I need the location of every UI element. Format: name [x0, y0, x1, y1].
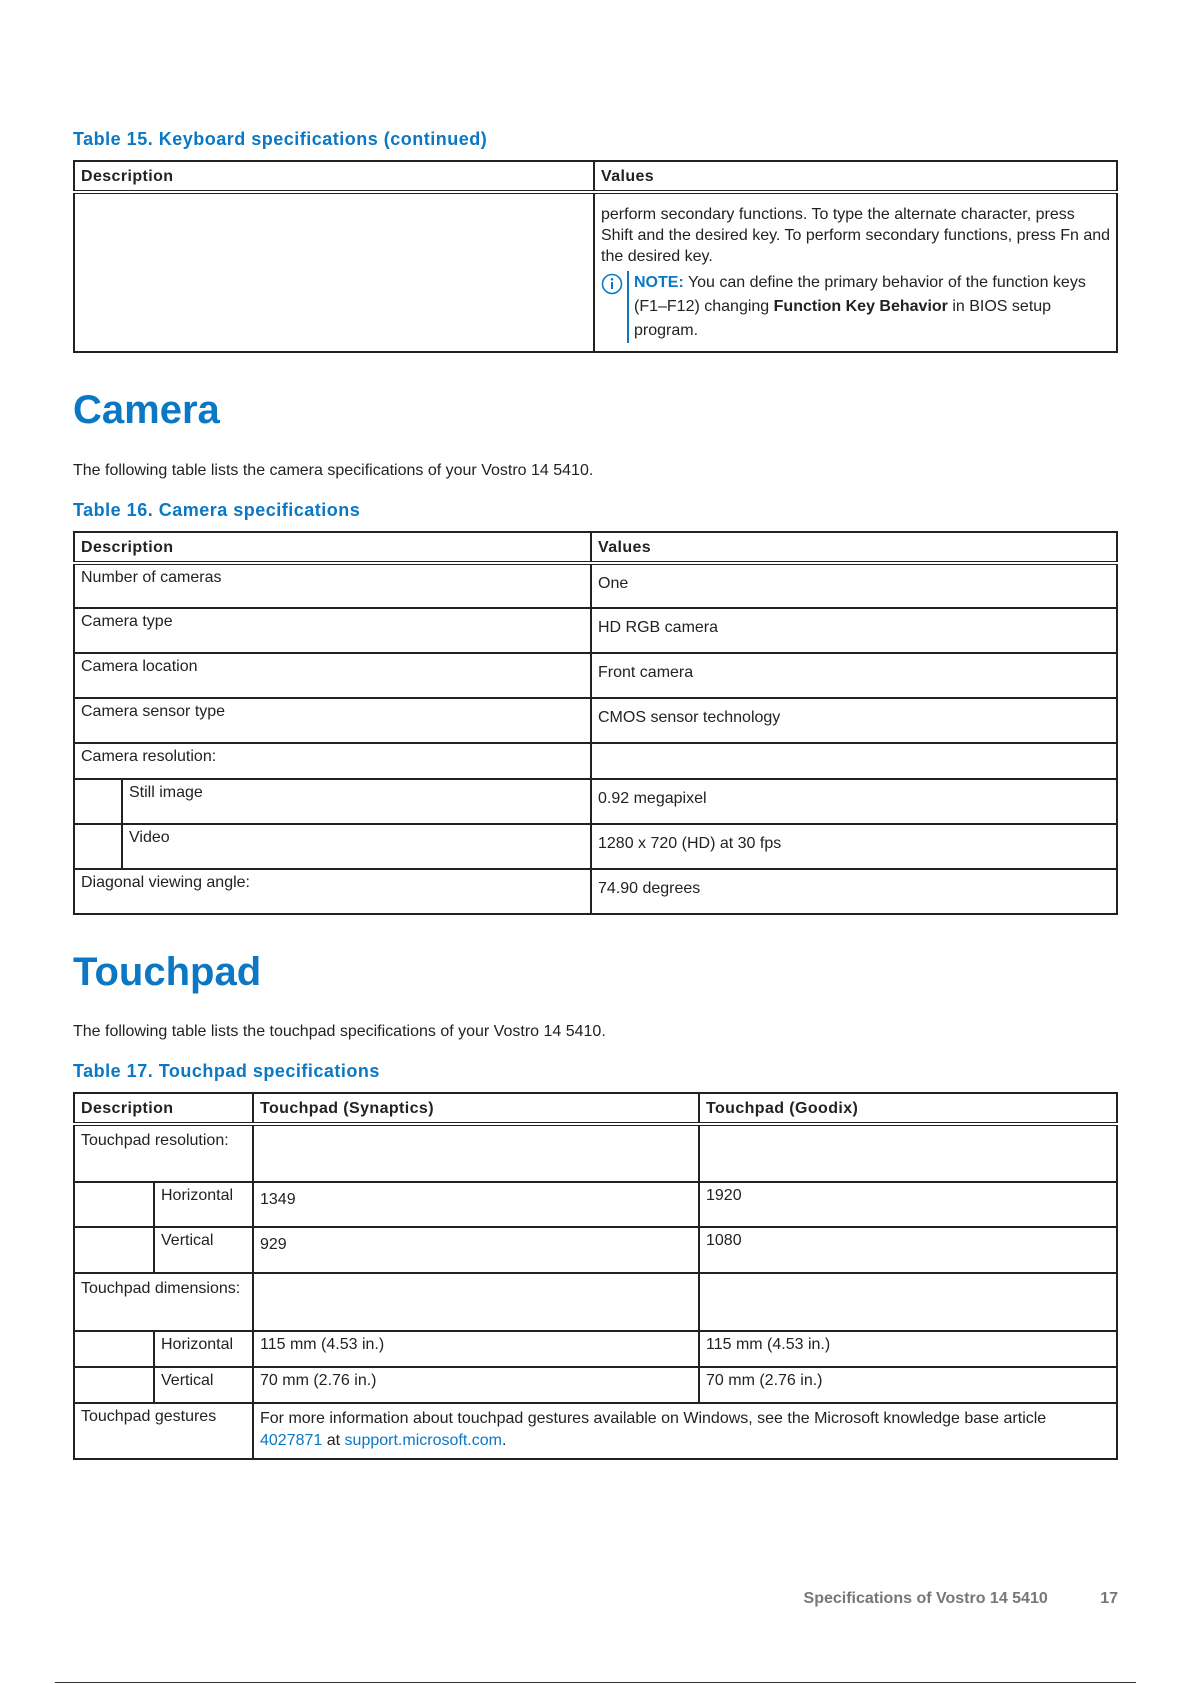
- goodix-value: 1080: [699, 1227, 1117, 1273]
- synaptics-value: 115 mm (4.53 in.): [253, 1331, 699, 1367]
- row-desc: Vertical: [154, 1227, 253, 1273]
- table-row: [74, 608, 1117, 653]
- row-value: [591, 743, 1117, 779]
- row-value: 1280 x 720 (HD) at 30 fps: [591, 824, 1117, 869]
- touchpad-spec-table: [73, 1092, 1118, 1460]
- empty-cell: [253, 1124, 699, 1182]
- table-row: [74, 824, 1117, 869]
- table16-header-values: Values: [591, 532, 1117, 563]
- table15-header-values: Values: [594, 161, 1117, 192]
- table15-caption: Table 15. Keyboard specifications (continued): [73, 129, 488, 149]
- row-desc: Touchpad gestures: [74, 1403, 253, 1459]
- row-desc: Camera type: [74, 608, 591, 653]
- row-value: 74.90 degrees: [591, 869, 1117, 914]
- row-desc: Vertical: [154, 1367, 253, 1403]
- touchpad-heading: Touchpad: [73, 950, 262, 994]
- indent-cell: [74, 779, 122, 824]
- row-desc: Touchpad dimensions:: [74, 1273, 253, 1331]
- row-desc: Still image: [122, 779, 591, 824]
- row-desc: Horizontal: [154, 1331, 253, 1367]
- table17-header-synaptics: Touchpad (Synaptics): [253, 1093, 699, 1124]
- synaptics-value: 70 mm (2.76 in.): [253, 1367, 699, 1403]
- goodix-value: 70 mm (2.76 in.): [699, 1367, 1117, 1403]
- info-icon: [601, 273, 623, 295]
- table16-caption: Table 16. Camera specifications: [73, 500, 361, 520]
- row-desc: Camera location: [74, 653, 591, 698]
- table-row: [74, 563, 1117, 608]
- table-row: [74, 698, 1117, 743]
- row-value: 0.92 megapixel: [591, 779, 1117, 824]
- table-row: [74, 1331, 1117, 1367]
- touchpad-intro: The following table lists the touchpad specifications of your Vostro 14 5410.: [73, 1023, 606, 1040]
- support-site-link[interactable]: support.microsoft.com: [344, 1432, 502, 1449]
- kb-article-link[interactable]: 4027871: [260, 1432, 323, 1449]
- table-row: [74, 743, 1117, 779]
- row-desc: Number of cameras: [74, 563, 591, 608]
- row-desc: Video: [122, 824, 591, 869]
- table-row: [74, 1367, 1117, 1403]
- row-desc: Touchpad resolution:: [74, 1124, 253, 1182]
- page-number: 17: [1100, 1590, 1118, 1607]
- keyboard-spec-table: [73, 160, 1118, 353]
- row-desc: Horizontal: [154, 1182, 253, 1227]
- table-row: [74, 653, 1117, 698]
- indent-cell: [74, 1367, 154, 1403]
- goodix-value: 1920: [699, 1182, 1117, 1227]
- goodix-value: 115 mm (4.53 in.): [699, 1331, 1117, 1367]
- table-row: [74, 192, 1117, 352]
- table15-value-cell: [594, 192, 1117, 352]
- table-row: [74, 1182, 1117, 1227]
- table15-desc-cell: [74, 192, 594, 352]
- note-label: NOTE:: [634, 274, 684, 291]
- table-row: [74, 869, 1117, 914]
- empty-cell: [699, 1273, 1117, 1331]
- indent-cell: [74, 824, 122, 869]
- gestures-cell: [253, 1403, 1117, 1459]
- page-footer: [804, 1590, 1118, 1608]
- table-row: [74, 779, 1117, 824]
- table15-value-text: perform secondary functions. To type the alternate character, press Shift and the desired key. To perform secondary functions, press Fn and the desired key.: [601, 206, 1111, 265]
- table17-header-description: Description: [74, 1093, 253, 1124]
- indent-cell: [74, 1227, 154, 1273]
- row-value: CMOS sensor technology: [591, 698, 1117, 743]
- synaptics-value: 1349: [253, 1182, 699, 1227]
- empty-cell: [699, 1124, 1117, 1182]
- table-row: [74, 1403, 1117, 1459]
- note-text-2: in BIOS setup program.: [634, 298, 1052, 339]
- note-block: [601, 271, 1110, 343]
- camera-heading: Camera: [73, 388, 220, 432]
- note-bold-text: Function Key Behavior: [773, 298, 948, 315]
- row-desc: Camera sensor type: [74, 698, 591, 743]
- footer-title: Specifications of Vostro 14 5410: [803, 1590, 1048, 1607]
- row-value: Front camera: [591, 653, 1117, 698]
- note-text-1: You can define the primary behavior of the function keys (F1–F12) changing: [634, 274, 1086, 315]
- table-row: [74, 1273, 1117, 1331]
- footer-rule: [55, 1682, 1136, 1683]
- gestures-text-end: .: [501, 1432, 507, 1449]
- indent-cell: [74, 1331, 154, 1367]
- camera-intro: The following table lists the camera specifications of your Vostro 14 5410.: [73, 462, 594, 479]
- table-row: [74, 1227, 1117, 1273]
- row-desc: Camera resolution:: [74, 743, 591, 779]
- indent-cell: [74, 1182, 154, 1227]
- empty-cell: [253, 1273, 699, 1331]
- table17-header-goodix: Touchpad (Goodix): [699, 1093, 1117, 1124]
- table17-caption: Table 17. Touchpad specifications: [73, 1061, 380, 1081]
- gestures-text-at: at: [326, 1432, 341, 1449]
- table-row: [74, 1124, 1117, 1182]
- camera-spec-table: [73, 531, 1118, 915]
- gestures-text: For more information about touchpad gestures available on Windows, see the Microsoft knowledge base article: [260, 1410, 1047, 1427]
- row-value: HD RGB camera: [591, 608, 1117, 653]
- row-desc: Diagonal viewing angle:: [74, 869, 591, 914]
- table16-header-description: Description: [74, 532, 591, 563]
- synaptics-value: 929: [253, 1227, 699, 1273]
- row-value: One: [591, 563, 1117, 608]
- table15-header-description: Description: [74, 161, 594, 192]
